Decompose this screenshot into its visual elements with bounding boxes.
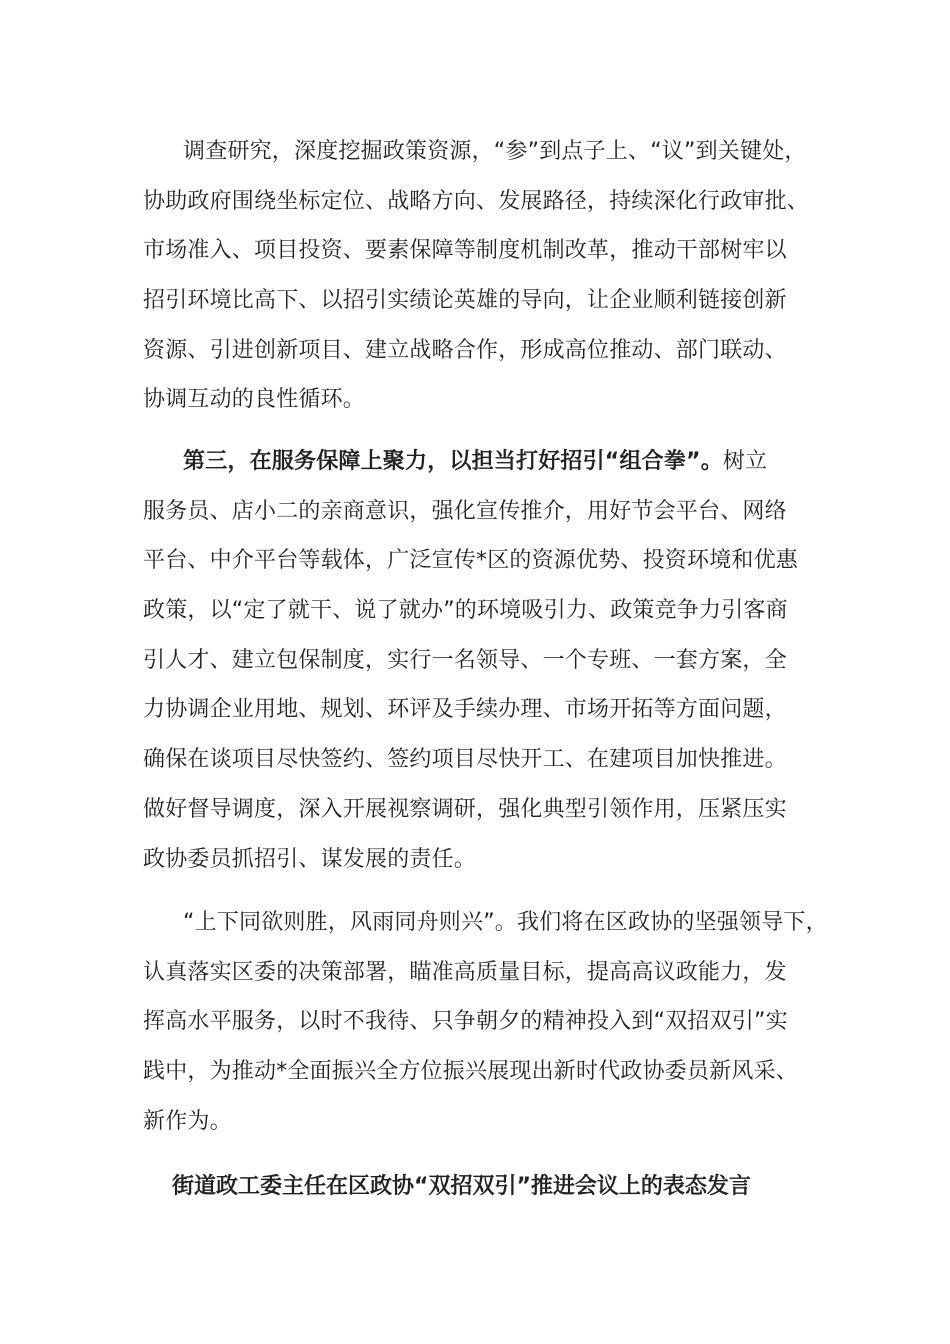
paragraph-line: 力协调企业用地、规划、环评及手续办理、市场开拓等方面问题，	[143, 697, 787, 723]
section-lead: 第三，在服务保障上聚力，以担当打好招引“组合拳”。	[183, 449, 723, 474]
paragraph-line	[143, 437, 843, 487]
paragraph-line: 新作为。	[143, 1108, 232, 1134]
paragraph-line: 政协委员抓招引、谋发展的责任。	[143, 846, 477, 872]
paragraph-line: 确保在谈项目尽快签约、签约项目尽快开工、在建项目加快推进。	[143, 747, 787, 773]
paragraph-line: 资源、引进创新项目、建立战略合作，形成高位推动、部门联动、	[143, 337, 787, 363]
paragraph-line: “上下同欲则胜，风雨同舟则兴”。我们将在区政协的坚强领导下，	[183, 910, 828, 935]
paragraph-line: 认真落实区委的决策部署，瞄准高质量目标，提高高议政能力，发	[143, 959, 787, 985]
paragraph-line: 引人才、建立包保制度，实行一名领导、一个专班、一套方案，全	[143, 647, 787, 673]
paragraph-line: 做好督导调度，深入开展视察调研，强化典型引领作用，压紧压实	[143, 796, 787, 822]
paragraph-2	[143, 437, 843, 884]
paragraph-line: 平台、中介平台等载体，广泛宣传*区的资源优势、投资环境和优惠	[143, 548, 799, 574]
paragraph-3	[143, 898, 843, 1146]
paragraph-line: 践中，为推动*全面振兴全方位振兴展现出新时代政协委员新风采、	[143, 1059, 799, 1085]
paragraph-line: 调查研究，深度挖掘政策资源，“参”到点子上、“议”到关键处，	[183, 139, 807, 164]
paragraph-line: 招引环境比高下、以招引实绩论英雄的导向，让企业顺利链接创新	[143, 288, 787, 314]
paragraph-line: 市场准入、项目投资、要素保障等制度机制改革，推动干部树牢以	[143, 238, 787, 264]
paragraph-line: 政策，以“定了就干、说了就办”的环境吸引力、政策竞争力引客商	[143, 598, 788, 624]
paragraph-text: 树立	[722, 449, 768, 474]
paragraph-line: 协调互动的良性循环。	[143, 387, 366, 413]
paragraph-line: 服务员、店小二的亲商意识，强化宣传推介，用好节会平台、网络	[143, 498, 787, 524]
paragraph-line: 协助政府围绕坐标定位、战略方向、发展路径，持续深化行政审批、	[143, 188, 810, 214]
paragraph-1	[143, 127, 843, 425]
paragraph-line: 挥高水平服务，以时不我待、只争朝夕的精神投入到“双招双引”实	[143, 1009, 788, 1035]
document-heading: 街道政工委主任在区政协“双招双引”推进会议上的表态发言	[172, 1174, 751, 1199]
